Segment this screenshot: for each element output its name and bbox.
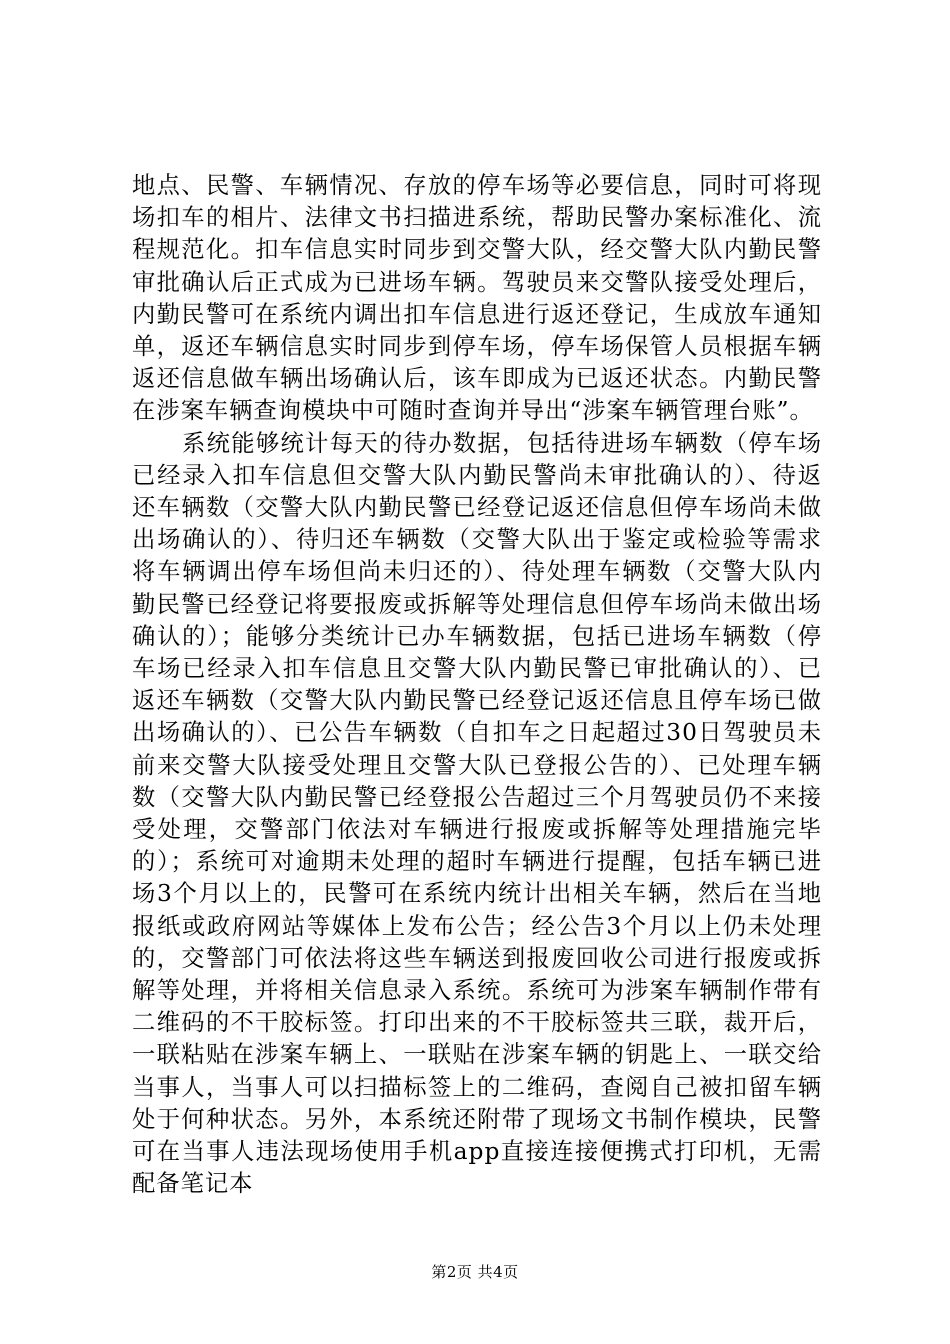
paragraph-1: 地点、民警、车辆情况、存放的停车场等必要信息，同时可将现场扣车的相片、法律文书扫描进系统，帮助民警办案标准化、流程规范化。扣车信息实时同步到交警大队，经交警大队内勤民警审批确认后正式成为已进场车辆。驾驶员来交警队接受处理后，内勤民警可在系统内调出扣车信息进行返还登记，生成放车通知单，返还车辆信息实时同步到停车场，停车场保管人员根据车辆返还信息做车辆出场确认后，该车即成为已返还状态。内勤民警在涉案车辆查询模块中可随时查询并导出“涉案车辆管理台账”。	[132, 172, 822, 425]
document-body	[132, 170, 822, 1201]
paragraph-2: 系统能够统计每天的待办数据，包括待进场车辆数（停车场已经录入扣车信息但交警大队内勤民警尚未审批确认的）、待返还车辆数（交警大队内勤民警已经登记返还信息但停车场尚未做出场确认的）、待归还车辆数（交警大队出于鉴定或检验等需求将车辆调出停车场但尚未归还的）、待处理车辆数（交警大队内勤民警已经登记将要报废或拆解等处理信息但停车场尚未做出场确认的）；能够分类统计已办车辆数据，包括已进场车辆数（停车场已经录入扣车信息且交警大队内勤民警已审批确认的）、已返还车辆数（交警大队内勤民警已经登记返还信息且停车场已做出场确认的）、已公告车辆数（自扣车之日起超过30日驾驶员未前来交警大队接受处理且交警大队已登报公告的）、已处理车辆数（交警大队内勤民警已经登报公告超过三个月驾驶员仍不来接受处理，交警部门依法对车辆进行报废或拆解等处理措施完毕的）；系统可对逾期未处理的超时车辆进行提醒，包括车辆已进场3个月以上的，民警可在系统内统计出相关车辆，然后在当地报纸或政府网站等媒体上发布公告；经公告3个月以上仍未处理的，交警部门可依法将这些车辆送到报废回收公司进行报废或拆解等处理，并将相关信息录入系统。系统可为涉案车辆制作带有二维码的不干胶标签。打印出来的不干胶标签共三联，裁开后，一联粘贴在涉案车辆上、一联贴在涉案车辆的钥匙上、一联交给当事人，当事人可以扫描标签上的二维码，查阅自己被扣留车辆处于何种状态。另外，本系统还附带了现场文书制作模块，民警可在当事人违法现场使用手机app直接连接便携式打印机，无需配备笔记本	[132, 429, 822, 1198]
page-footer: 第2页 共4页	[431, 1263, 519, 1281]
